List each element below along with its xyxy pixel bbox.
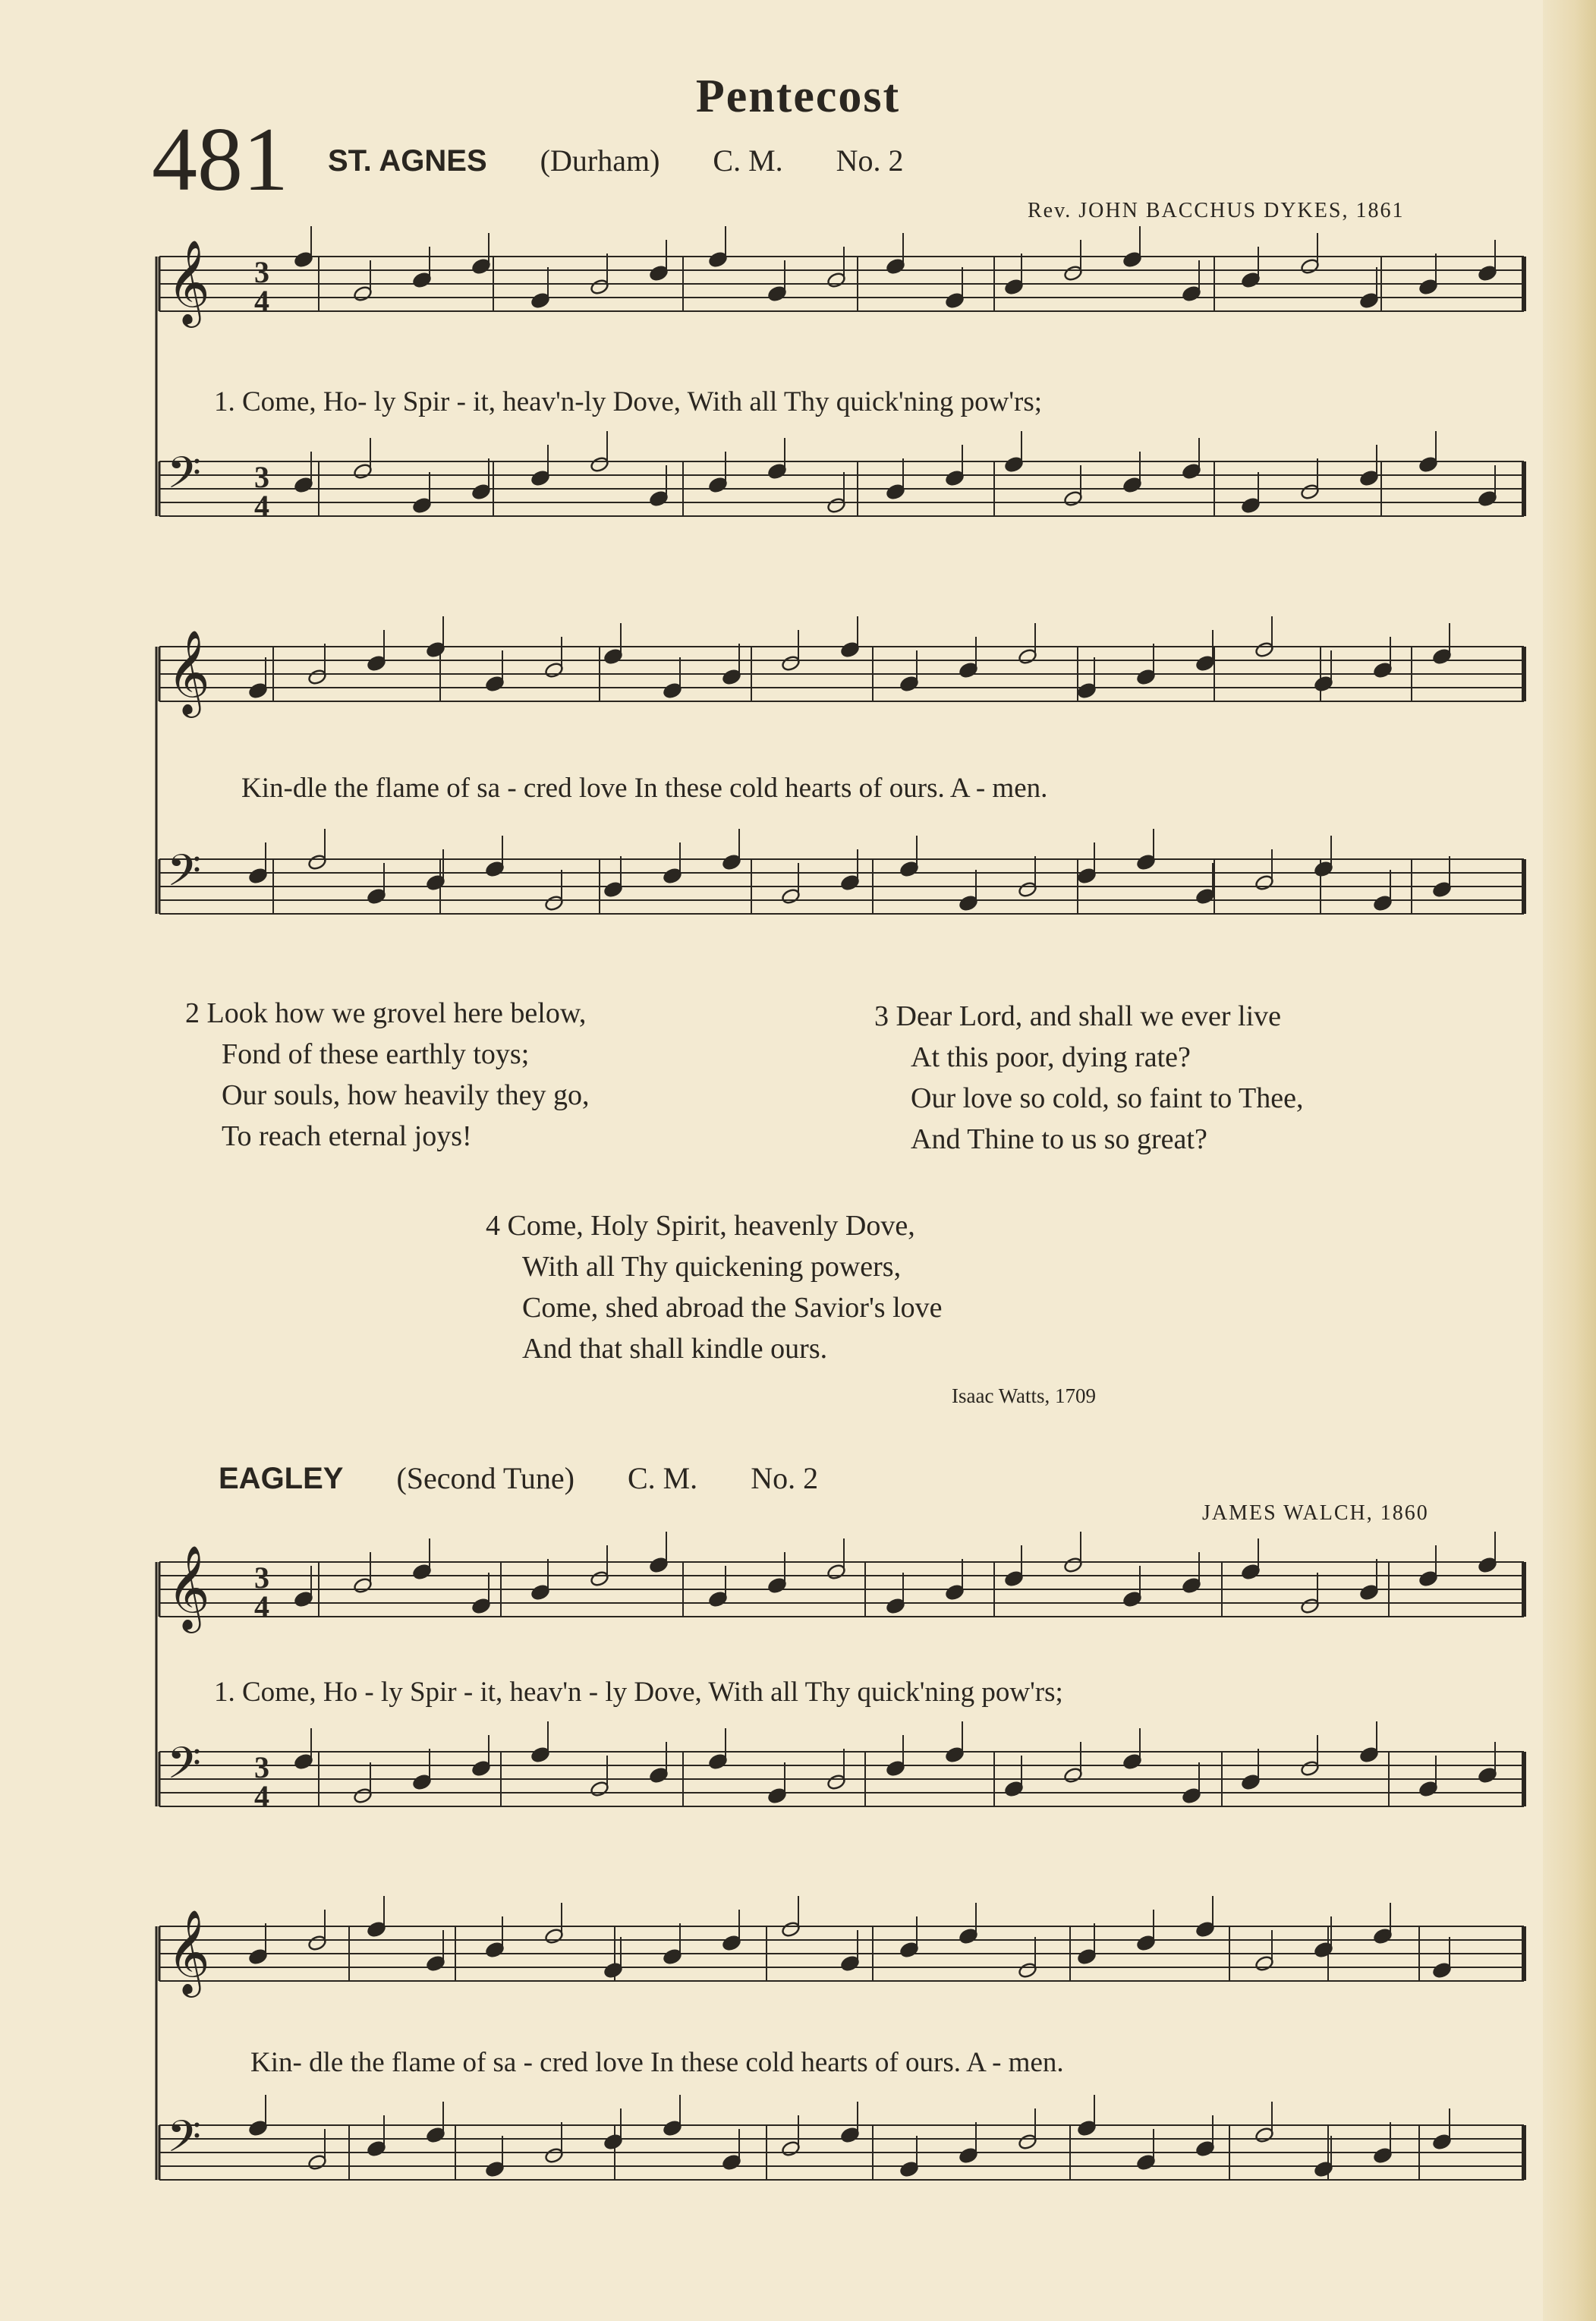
section-title: Pentecost bbox=[695, 71, 901, 122]
tune2-name: EAGLEY bbox=[219, 1462, 344, 1495]
tune1-name: ST. AGNES bbox=[328, 144, 487, 178]
tune2-descriptor: (Second Tune) bbox=[396, 1461, 574, 1495]
verse-2-line-4: To reach eternal joys! bbox=[222, 1120, 472, 1152]
verse-4-line-3: Come, shed abroad the Savior's love bbox=[522, 1292, 943, 1324]
tune1-number: No. 2 bbox=[836, 143, 904, 178]
verse-2-line-2: Fond of these earthly toys; bbox=[222, 1038, 530, 1070]
tune2-composer: JAMES WALCH, 1860 bbox=[1202, 1501, 1429, 1525]
bass-clef-icon: 𝄢 bbox=[167, 447, 202, 509]
verse-4-line-1: 4 Come, Holy Spirit, heavenly Dove, bbox=[486, 1210, 915, 1242]
time-signature-top: 3 bbox=[254, 1750, 269, 1784]
tune2-meter: C. M. bbox=[627, 1461, 698, 1495]
bass-clef-icon: 𝄢 bbox=[167, 845, 202, 907]
time-signature-bottom: 4 bbox=[254, 1589, 269, 1623]
time-signature-top: 3 bbox=[254, 255, 269, 289]
time-signature-top: 3 bbox=[254, 460, 269, 494]
treble-clef-icon: 𝄞 bbox=[167, 239, 210, 324]
time-signature-top: 3 bbox=[254, 1560, 269, 1595]
tune1-composer: Rev. JOHN BACCHUS DYKES, 1861 bbox=[1028, 199, 1405, 222]
verse-2-line-1: 2 Look how we grovel here below, bbox=[185, 997, 587, 1029]
tune2-lyrics-line1: 1. Come, Ho - ly Spir - it, heav'n - ly Dove, With all Thy quick'ning pow'rs; bbox=[214, 1677, 1063, 1708]
verse-author: Isaac Watts, 1709 bbox=[952, 1384, 1097, 1407]
verse-3-line-1: 3 Dear Lord, and shall we ever live bbox=[874, 1000, 1282, 1032]
hymn-number: 481 bbox=[152, 109, 288, 209]
tune1-lyrics-line2: Kin-dle the flame of sa - cred love In these cold hearts of ours. A - men. bbox=[241, 773, 1048, 804]
verse-4-line-4: And that shall kindle ours. bbox=[522, 1333, 828, 1365]
time-signature-bottom: 4 bbox=[254, 284, 269, 318]
tune2-lyrics-line2: Kin- dle the flame of sa - cred love In these cold hearts of ours. A - men. bbox=[250, 2047, 1064, 2078]
treble-clef-icon: 𝄞 bbox=[167, 1545, 210, 1630]
bass-clef-icon: 𝄢 bbox=[167, 1737, 202, 1800]
tune1-lyrics-line1: 1. Come, Ho- ly Spir - it, heav'n-ly Dove, With all Thy quick'ning pow'rs; bbox=[214, 386, 1043, 417]
time-signature-bottom: 4 bbox=[254, 489, 269, 523]
treble-clef-icon: 𝄞 bbox=[167, 1909, 210, 1994]
verse-3-line-4: And Thine to us so great? bbox=[911, 1123, 1207, 1155]
verse-3-line-3: Our love so cold, so faint to Thee, bbox=[911, 1082, 1304, 1114]
tune2-number: No. 2 bbox=[751, 1461, 819, 1495]
verse-3-line-2: At this poor, dying rate? bbox=[911, 1041, 1191, 1073]
time-signature-bottom: 4 bbox=[254, 1779, 269, 1813]
treble-clef-icon: 𝄞 bbox=[167, 629, 210, 714]
bass-clef-icon: 𝄢 bbox=[167, 2111, 202, 2173]
tune1-descriptor: (Durham) bbox=[540, 143, 660, 178]
tune1-meter: C. M. bbox=[713, 143, 783, 178]
verse-4-line-2: With all Thy quickening powers, bbox=[522, 1251, 902, 1283]
verse-2-line-3: Our souls, how heavily they go, bbox=[222, 1079, 590, 1111]
